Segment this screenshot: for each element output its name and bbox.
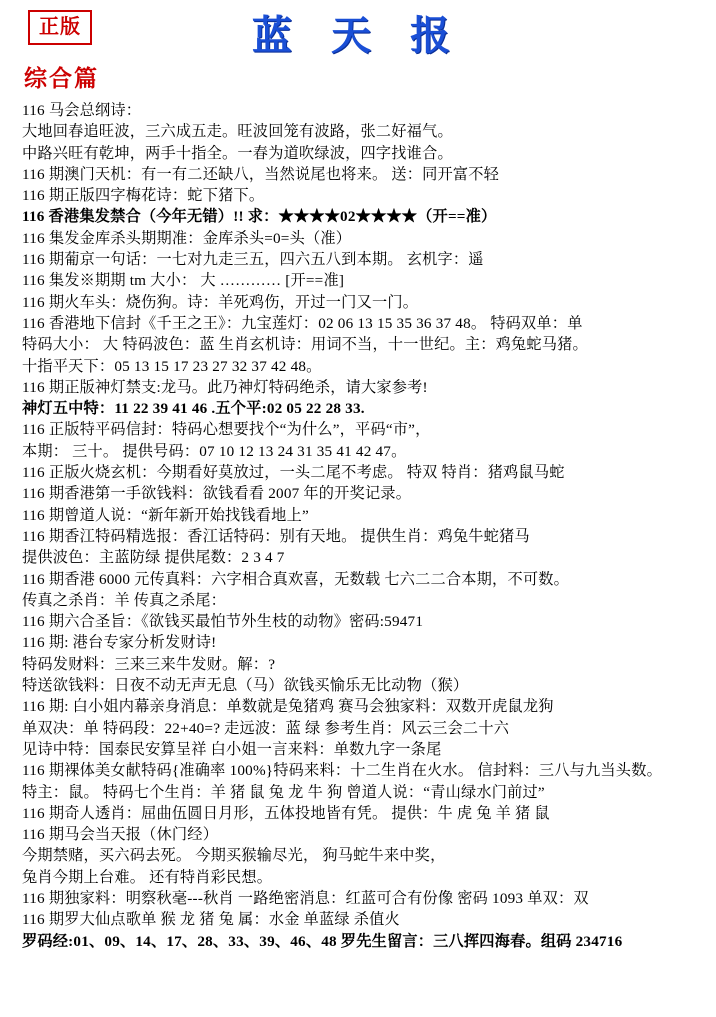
article-line: 特码大小： 大 特码波色：蓝 生肖玄机诗：用词不当，十一世纪。主：鸡兔蛇马猪。 [22,336,588,354]
article-line: 特主：鼠。 特码七个生肖：羊 猪 鼠 兔 龙 牛 狗 曾道人说：“青山绿水门前过” [22,783,545,801]
article-line: 神灯五中特：11 22 39 41 46 .五个平:02 05 22 28 33. [22,400,365,418]
article-line: 116 正版火烧玄机：今期看好莫放过，一头二尾不考虑。 特双 特肖：猪鸡鼠马蛇 [22,464,565,482]
article-line: 提供波色：主蓝防绿 提供尾数：2 3 4 7 [22,549,285,567]
article-line: 中路兴旺有乾坤，两手十指全。一春为道吹绿波，四字找谁合。 [22,144,453,162]
article-line: 116 正版特平码信封：特码心想要找个“为什么”，平码“市”， [22,421,431,439]
article-line: 传真之杀肖：羊 传真之杀尾： [22,591,227,609]
article-line: 116 马会总纲诗： [22,102,142,119]
article-line: 十指平天下：05 13 15 17 23 27 32 37 42 48。 [22,357,322,375]
article-line: 116 期香江特码精选报：香江话特码：别有天地。 提供生肖：鸡兔牛蛇猪马 [22,527,530,545]
article-line: 116 集发※期期 tm 大小： 大 ………… [开==准] [22,272,345,290]
article-line: 116 期: 白小姐内幕亲身消息：单数就是兔猪鸡 赛马会独家料：双数开虎鼠龙狗 [22,698,554,716]
article-line: 单双决：单 特码段：22+40=? 走远波：蓝 绿 参考生肖：风云三会二十六 [22,719,510,737]
article-line: 特码发财料：三来三来牛发财。解：? [22,655,276,673]
article-line: 116 期马会当天报（休门经） [22,826,219,844]
article-line: 116 集发金库杀头期期准：金库杀头=0=头（准） [22,229,352,247]
article-line: 116 期裸体美女献特码{准确率 100%}特码来料：十二生肖在火水。 信封料：三八与九当头数。 [22,762,662,780]
article-line: 116 期火车头：烧伤狗。诗：羊死鸡伤，开过一门又一门。 [22,293,419,311]
article-line: 116 期正版四字梅花诗：蛇下猪下。 [22,187,265,205]
article-line: 本期： 三十。 提供号码：07 10 12 13 24 31 35 41 42 47。 [22,442,407,460]
article-line: 116 期六合圣旨：《欲钱买最怕节外生枝的动物》密码:59471 [22,613,424,631]
article-line: 116 期独家料：明察秋毫---秋肖 一路绝密消息：红蓝可合有份像 密码 1093 单双：双 [22,889,589,907]
article-line: 116 期澳门天机：有一有二还缺八，当然说尾也将来。 送：同开富不轻 [22,165,500,183]
article-line: 116 香港地下信封《千王之王》：九宝莲灯：02 06 13 15 35 36 37 48。 特码双单：单 [22,314,583,332]
article-line: 兔肖今期上台难。 还有特肖彩民想。 [22,868,273,886]
article-line: 116 期: 港台专家分析发财诗! [22,634,217,652]
page-header [0,0,716,62]
page-title: 蓝 天 报 [251,14,465,58]
section-title: 综合篇 [24,65,99,91]
authentic-badge: 正版 [28,10,92,45]
article-line: 116 期正版神灯禁支:龙马。此乃神灯特码绝杀，请大家参考! [22,378,428,396]
article-line: 116 期曾道人说：“新年新开始找钱看地上” [22,506,309,524]
article-line: 116 香港集发禁合（今年无错）!! 求：★★★★02★★★★（开==准） [22,208,497,226]
article-line: 今期禁赌，买六码去死。 今期买猴输尽光， 狗马蛇牛来中奖， [22,847,446,865]
article-line: 特送欲钱料：日夜不动无声无息（马）欲钱买愉乐无比动物（猴） [22,677,469,695]
article-line: 116 期罗大仙点歌单 猴 龙 猪 兔 属：水金 单蓝绿 杀值火 [22,911,400,929]
article-line: 罗码经:01、09、14、17、28、33、39、46、48 罗先生留言：三八挥四海春。组码 234716 [22,932,623,950]
article-line: 见诗中特：国泰民安算呈祥 白小姐一言来料：单数九字一条尾 [22,740,442,758]
article-line: 116 期葡京一句话：一七对九走三五，四六五八到本期。 玄机字：遥 [22,251,484,269]
article-line: 116 期香港 6000 元传真料：六字相合真欢喜，无数载 七六二二合本期，不可数。 [22,570,569,588]
article-line: 116 期奇人透肖：屈曲伍圆日月形，五体投地皆有凭。 提供：牛 虎 兔 羊 猪 鼠 [22,804,550,822]
article-line: 116 期香港第一手欲钱料：欲钱看看 2007 年的开奖记录。 [22,485,412,503]
article-body [22,100,708,952]
article-line: 大地回春追旺波，三六成五走。旺波回笼有波路，张二好福气。 [22,123,453,141]
